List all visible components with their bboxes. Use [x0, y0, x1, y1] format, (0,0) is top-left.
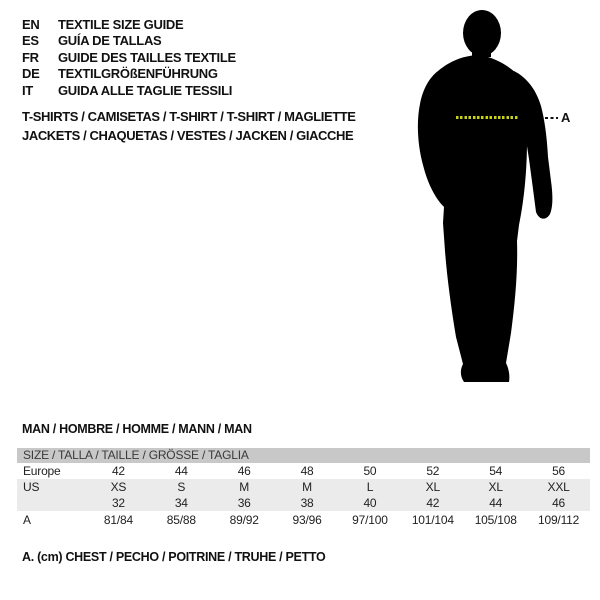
table-row-us-numeric	[17, 495, 590, 511]
size-cell: S	[177, 480, 186, 494]
measure-callout-dashed-line	[545, 117, 558, 119]
size-cell: M	[302, 480, 312, 494]
language-row	[22, 17, 236, 33]
language-list	[22, 17, 236, 99]
language-code: DE	[22, 66, 40, 82]
size-cell: 93/96	[292, 513, 322, 527]
size-cell: 56	[552, 464, 566, 478]
language-label: TEXTILE SIZE GUIDE	[58, 17, 184, 32]
table-row-europe	[17, 463, 590, 479]
size-cell: 44	[174, 464, 188, 478]
size-cell: 38	[300, 496, 314, 510]
language-code: EN	[22, 17, 40, 32]
size-cell: XS	[110, 480, 127, 494]
language-row	[22, 66, 236, 82]
size-cell: 46	[237, 464, 251, 478]
size-cell: 34	[174, 496, 188, 510]
size-cell: M	[239, 480, 250, 494]
size-cell: 97/100	[352, 513, 388, 527]
size-cell: 105/108	[474, 513, 517, 527]
language-code: ES	[22, 33, 39, 49]
table-row-us	[17, 479, 590, 495]
language-row	[22, 33, 236, 49]
category-jackets: JACKETS / CHAQUETAS / VESTES / JACKEN / GIACCHE	[22, 127, 354, 143]
size-cell: 52	[426, 464, 440, 478]
row-label: A	[23, 513, 31, 527]
size-cell: 54	[489, 464, 503, 478]
size-cell: XL	[488, 480, 503, 494]
row-label: US	[23, 480, 40, 494]
row-label: Europe	[23, 464, 61, 478]
size-cell: 46	[552, 496, 566, 510]
size-cell: 101/104	[411, 513, 454, 527]
size-cell: 50	[363, 464, 377, 478]
size-cell: 42	[426, 496, 440, 510]
size-cell: XXL	[547, 480, 570, 494]
language-row	[22, 50, 236, 66]
size-cell: 81/84	[103, 513, 133, 527]
chest-measure-dashed-line	[456, 116, 518, 119]
size-cell: 40	[363, 496, 377, 510]
size-cell: 42	[111, 464, 125, 478]
chest-footnote: A. (cm) CHEST / PECHO / POITRINE / TRUHE / PETTO	[22, 550, 326, 564]
size-cell: 48	[300, 464, 314, 478]
man-silhouette	[406, 9, 558, 389]
silhouette-neck	[472, 43, 491, 57]
size-cell: 85/88	[166, 513, 196, 527]
language-row	[22, 83, 236, 99]
silhouette-body	[418, 55, 527, 382]
language-code: FR	[22, 49, 39, 65]
table-row-chest-a	[17, 511, 590, 529]
language-label: TEXTILGRÖßENFÜHRUNG	[58, 66, 218, 82]
size-cell: 89/92	[229, 513, 259, 527]
size-cell: 32	[111, 496, 125, 510]
size-cell: XL	[425, 480, 440, 494]
section-title-man: MAN / HOMBRE / HOMME / MANN / MAN	[22, 422, 252, 436]
category-tshirts: T-SHIRTS / CAMISETAS / T-SHIRT / T-SHIRT / MAGLIETTE	[22, 109, 356, 124]
language-label: GUIDE DES TAILLES TEXTILE	[58, 49, 236, 65]
language-code: IT	[22, 82, 33, 98]
measure-label-a: A	[561, 110, 571, 125]
size-table	[17, 448, 590, 529]
size-cell: L	[366, 480, 374, 494]
language-label: GUÍA DE TALLAS	[58, 33, 162, 49]
size-cell: 109/112	[538, 513, 580, 527]
language-label: GUIDA ALLE TAGLIE TESSILI	[58, 82, 233, 98]
size-cell: 36	[237, 496, 251, 510]
size-table-header: SIZE / TALLA / TAILLE / GRÖSSE / TAGLIA	[17, 448, 590, 463]
size-cell: 44	[489, 496, 503, 510]
garment-categories	[22, 108, 356, 145]
